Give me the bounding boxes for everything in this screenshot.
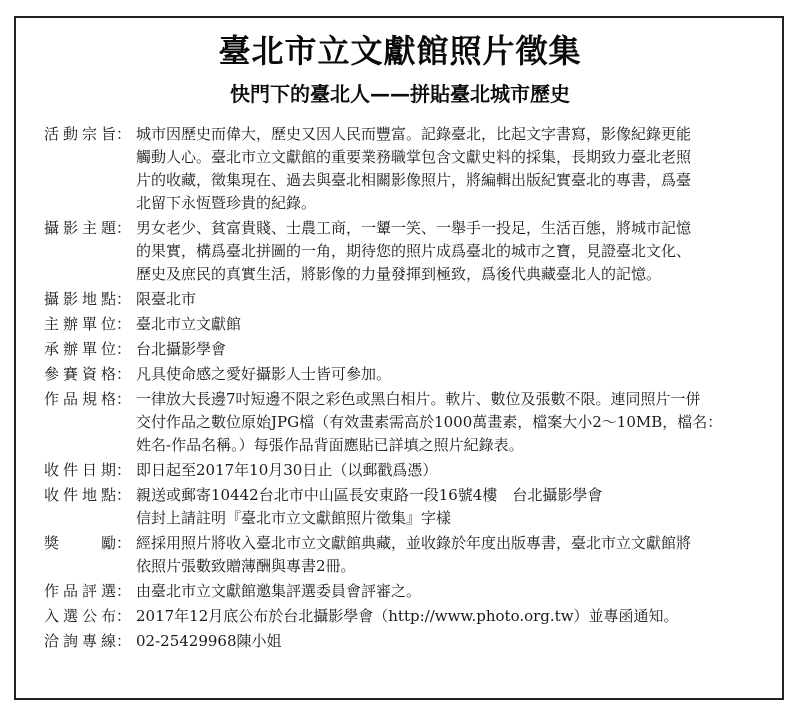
detail-line: 歷史及庶民的真實生活，將影像的力量發揮到極致，爲後代典藏臺北人的記憶。 xyxy=(136,265,662,283)
label-colon: ： xyxy=(116,486,132,504)
detail-row xyxy=(44,388,764,457)
detail-content xyxy=(136,217,764,286)
detail-line: 台北攝影學會 xyxy=(136,340,227,358)
detail-line: 即日起至2017年10月30日止（以郵戳爲憑） xyxy=(136,461,438,479)
detail-row xyxy=(44,532,764,578)
detail-row xyxy=(44,459,764,482)
label-colon: ： xyxy=(116,219,132,237)
detail-row xyxy=(44,580,764,603)
detail-line: 觸動人心。臺北市立文獻館的重要業務職掌包含文獻史料的採集，長期致力臺北老照 xyxy=(136,148,692,166)
detail-label: 收件日期 xyxy=(44,461,116,479)
detail-line: 02-25429968陳小姐 xyxy=(136,632,282,650)
detail-label: 主辦單位 xyxy=(44,315,116,333)
detail-content xyxy=(136,288,764,311)
detail-row xyxy=(44,217,764,286)
label-colon: ： xyxy=(116,365,132,383)
detail-content xyxy=(136,484,764,530)
label-colon: ： xyxy=(116,582,132,600)
detail-label: 承辦單位 xyxy=(44,340,116,358)
detail-label: 獎勵 xyxy=(44,534,116,552)
detail-line: 姓名-作品名稱。）每張作品背面應貼已詳填之照片紀錄表。 xyxy=(136,436,524,454)
detail-row xyxy=(44,484,764,530)
detail-label: 入選公布 xyxy=(44,607,116,625)
detail-row xyxy=(44,288,764,311)
detail-content xyxy=(136,605,764,628)
label-colon: ： xyxy=(116,125,132,143)
detail-line: 經採用照片將收入臺北市立文獻館典藏，並收錄於年度出版專書，臺北市立文獻館將 xyxy=(136,534,692,552)
label-colon: ： xyxy=(116,290,132,308)
detail-line: 2017年12月底公布於台北攝影學會（http://www.photo.org.tw）並專函通知。 xyxy=(136,607,679,625)
label-colon: ： xyxy=(116,315,132,333)
detail-line: 城市因歷史而偉大，歷史又因人民而豐富。記錄臺北，比起文字書寫，影像紀錄更能 xyxy=(136,125,692,143)
detail-line: 片的收藏，徵集現在、過去與臺北相關影像照片，將編輯出版紀實臺北的專書，爲臺 xyxy=(136,171,692,189)
detail-line: 親送或郵寄10442台北市中山區長安東路一段16號4樓 台北攝影學會 xyxy=(136,486,603,504)
detail-line: 限臺北市 xyxy=(136,290,197,308)
detail-line: 的果實，構爲臺北拼圖的一角，期待您的照片成爲臺北的城市之寶，見證臺北文化、 xyxy=(136,242,692,260)
detail-content xyxy=(136,580,764,603)
detail-row xyxy=(44,313,764,336)
detail-line: 凡具使命感之愛好攝影人士皆可參加。 xyxy=(136,365,392,383)
detail-row xyxy=(44,363,764,386)
detail-line: 依照片張數致贈薄酬與專書2冊。 xyxy=(136,557,356,575)
detail-row xyxy=(44,630,764,653)
detail-content xyxy=(136,363,764,386)
detail-row xyxy=(44,338,764,361)
detail-label: 洽詢專線 xyxy=(44,632,116,650)
details-list xyxy=(44,123,764,655)
label-colon: ： xyxy=(116,632,132,650)
detail-content xyxy=(136,388,764,457)
label-colon: ： xyxy=(116,607,132,625)
detail-row xyxy=(44,605,764,628)
detail-label: 活動宗旨 xyxy=(44,125,116,143)
label-colon: ： xyxy=(116,340,132,358)
label-colon: ： xyxy=(116,461,132,479)
detail-content xyxy=(136,459,764,482)
label-colon: ： xyxy=(116,534,132,552)
detail-content xyxy=(136,313,764,336)
detail-row xyxy=(44,123,764,215)
detail-content xyxy=(136,123,764,215)
detail-line: 交付作品之數位原始JPG檔（有效畫素需高於1000萬畫素，檔案大小2～10MB，檔名： xyxy=(136,413,723,431)
detail-line: 信封上請註明『臺北市立文獻館照片徵集』字樣 xyxy=(136,509,452,527)
page-subtitle: 快門下的臺北人——拼貼臺北城市歷史 xyxy=(230,82,570,106)
detail-line: 北留下永恆暨珍貴的紀錄。 xyxy=(136,194,317,212)
label-colon: ： xyxy=(116,390,132,408)
detail-line: 男女老少、貧富貴賤、士農工商，一顰一笑、一舉手一投足，生活百態，將城市記憶 xyxy=(136,219,692,237)
detail-label: 收件地點 xyxy=(44,486,116,504)
detail-label: 攝影地點 xyxy=(44,290,116,308)
detail-label: 參賽資格 xyxy=(44,365,116,383)
detail-label: 作品評選 xyxy=(44,582,116,600)
detail-line: 一律放大長邊7吋短邊不限之彩色或黑白相片。軟片、數位及張數不限。連同照片一併 xyxy=(136,390,701,408)
detail-line: 由臺北市立文獻館邀集評選委員會評審之。 xyxy=(136,582,422,600)
detail-label: 攝影主題 xyxy=(44,219,116,237)
detail-line: 臺北市立文獻館 xyxy=(136,315,242,333)
detail-content xyxy=(136,338,764,361)
detail-content xyxy=(136,532,764,578)
detail-content xyxy=(136,630,764,653)
page-title: 臺北市立文獻館照片徵集 xyxy=(218,32,582,70)
detail-label: 作品規格 xyxy=(44,390,116,408)
